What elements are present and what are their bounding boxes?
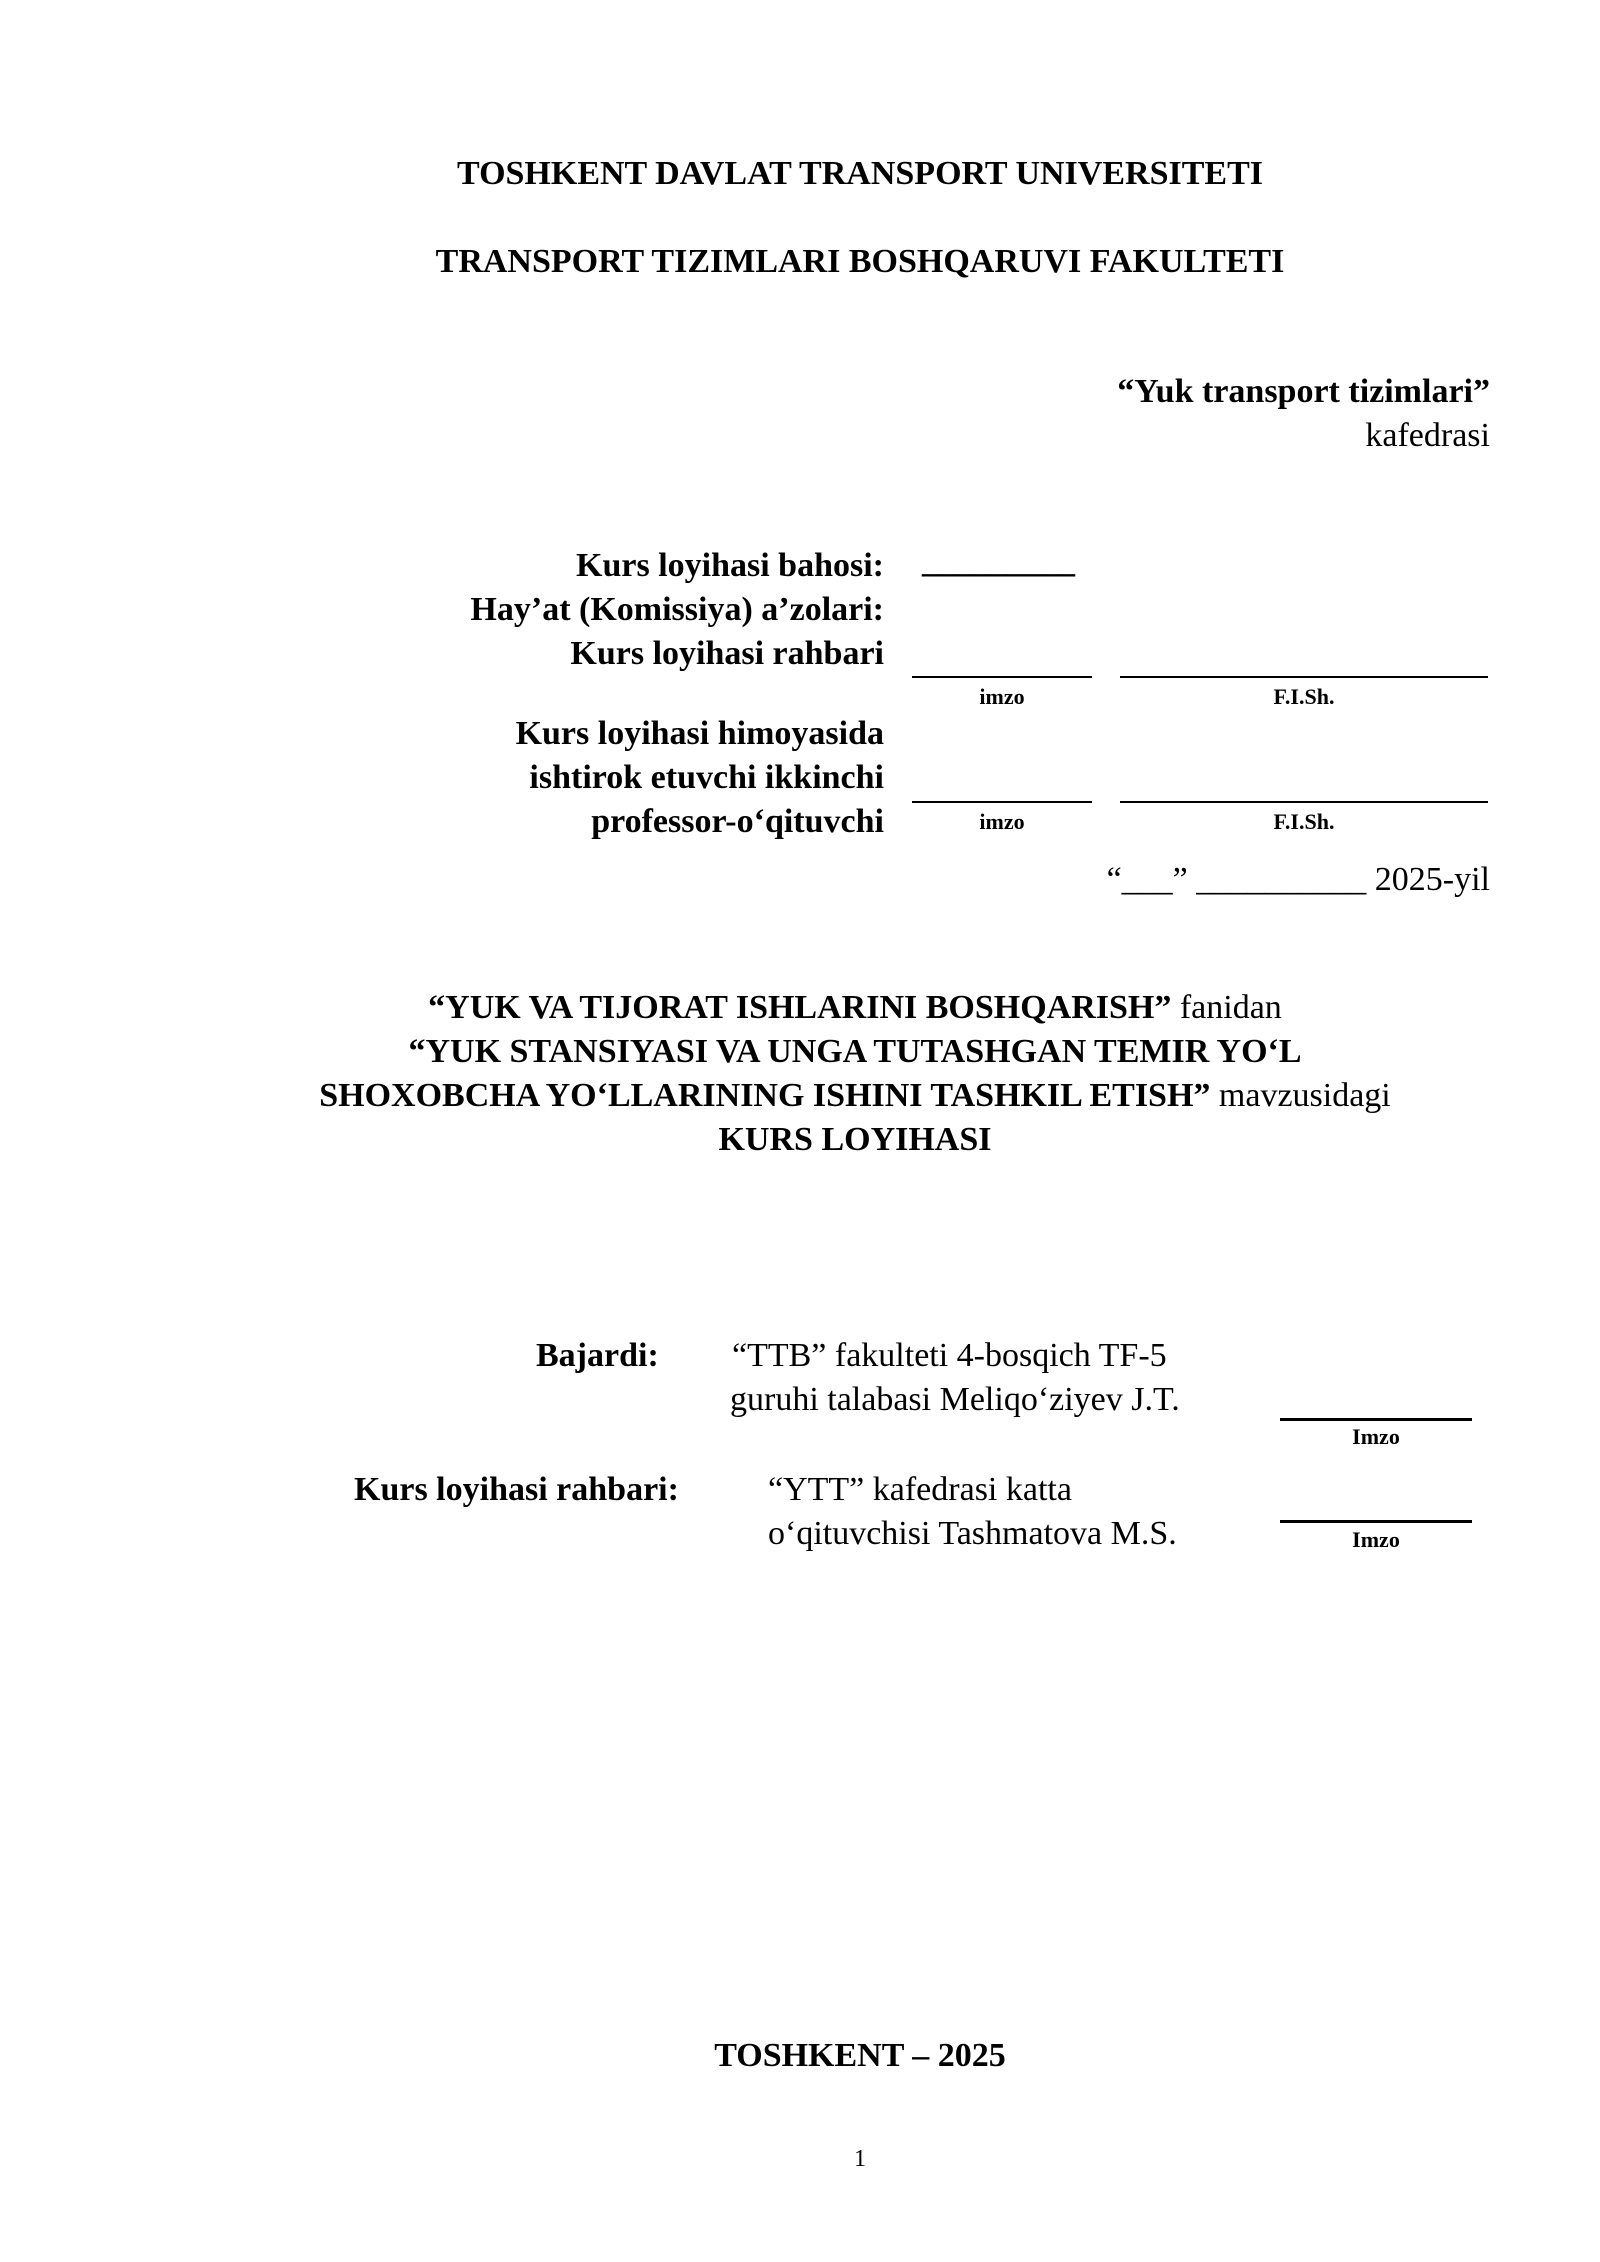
subject-name: “YUK VA TIJORAT ISHLARINI BOSHQARISH” (428, 989, 1172, 1026)
faculty-name: TRANSPORT TIZIMLARI BOSHQARUVI FAKULTETI (435, 243, 1285, 280)
second-teacher-name-caption: F.I.Sh. (1273, 809, 1335, 834)
subject-line (0, 986, 1600, 1030)
university-name: TOSHKENT DAVLAT TRANSPORT UNIVERSITETI (457, 155, 1263, 192)
done-by-label: Bajardi: (536, 1337, 659, 1374)
topic-line-1: “YUK STANSIYASI VA UNGA TUTASHGAN TEMIR YO‘L (408, 1033, 1302, 1070)
project-supervisor-signature-caption: Imzo (1352, 1527, 1400, 1552)
supervisor-name-line[interactable] (1120, 676, 1488, 678)
supervisor-signature-caption: imzo (979, 684, 1025, 709)
project-supervisor-label: Kurs loyihasi rahbari: (354, 1471, 679, 1508)
supervisor-signature-line[interactable] (912, 676, 1092, 678)
document-type: KURS LOYIHASI (718, 1121, 992, 1158)
supervisor-label: Kurs loyihasi rahbari (570, 635, 884, 672)
city-year: TOSHKENT – 2025 (714, 2037, 1006, 2074)
second-teacher-name-line[interactable] (1120, 801, 1488, 803)
grade-blank[interactable]: _________ (922, 543, 1075, 580)
second-teacher-line-3: professor-o‘qituvchi (591, 803, 884, 840)
second-teacher-signature-caption: imzo (979, 809, 1025, 834)
student-line-1: “TTB” fakulteti 4-bosqich TF-5 (732, 1337, 1167, 1374)
date-line[interactable]: “___” __________ 2025-yil (1106, 861, 1490, 898)
page-number: 1 (854, 2146, 866, 2172)
topic-line-2: SHOXOBCHA YO‘LLARINING ISHINI TASHKIL ETISH” (319, 1077, 1211, 1114)
second-teacher-line-1: Kurs loyihasi himoyasida (515, 715, 884, 752)
student-line-2: guruhi talabasi Meliqo‘ziyev J.T. (730, 1381, 1180, 1418)
student-signature-line[interactable] (1280, 1418, 1472, 1421)
second-teacher-signature-line[interactable] (912, 801, 1092, 803)
second-teacher-line-2: ishtirok etuvchi ikkinchi (529, 759, 884, 796)
topic-suffix: mavzusidagi (1218, 1077, 1391, 1114)
committee-label: Hay’at (Komissiya) a’zolari: (470, 591, 884, 628)
student-signature-caption: Imzo (1352, 1424, 1400, 1449)
topic-line-2-row (0, 1074, 1600, 1118)
project-supervisor-line-1: “YTT” kafedrasi katta (768, 1471, 1072, 1508)
grade-label: Kurs loyihasi bahosi: (576, 547, 884, 584)
project-supervisor-line-2: o‘qituvchisi Tashmatova M.S. (768, 1515, 1177, 1552)
project-supervisor-signature-line[interactable] (1280, 1520, 1472, 1523)
department-name: “Yuk transport tizimlari” (1117, 373, 1490, 410)
department-suffix: kafedrasi (1365, 417, 1490, 454)
subject-suffix: fanidan (1179, 989, 1282, 1026)
supervisor-name-caption: F.I.Sh. (1273, 684, 1335, 709)
